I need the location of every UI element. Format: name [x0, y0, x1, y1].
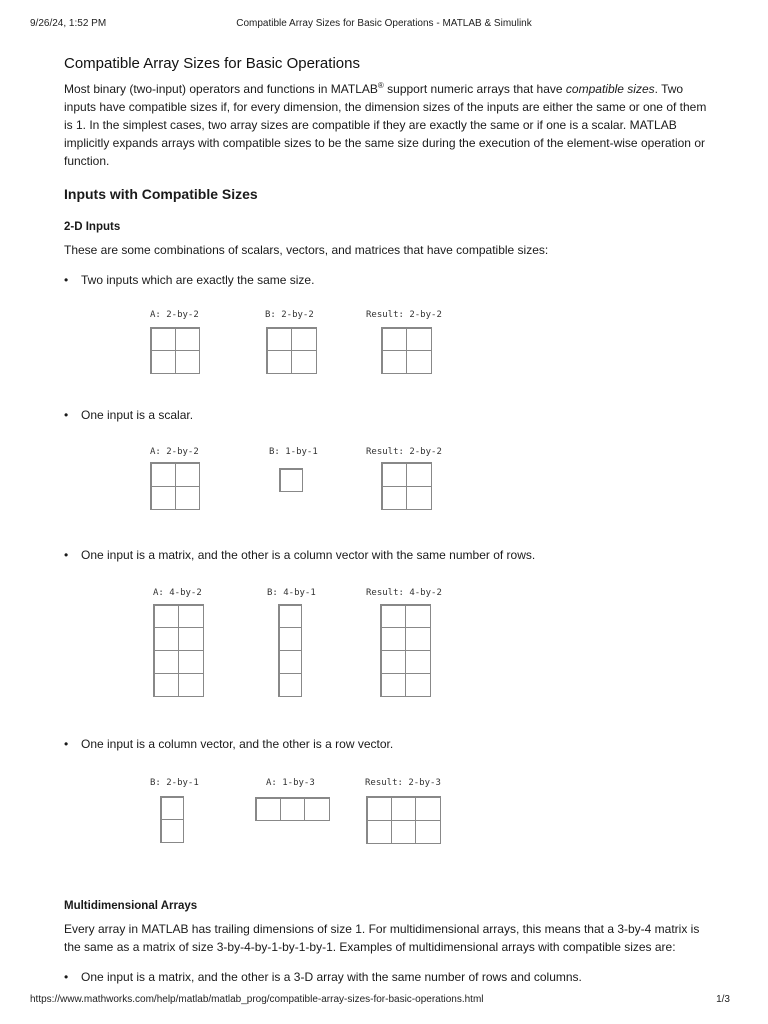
array-cell	[154, 650, 180, 674]
array-cell	[406, 350, 432, 374]
array-cell	[256, 798, 281, 821]
bullet-example-2	[64, 407, 193, 423]
array-cell	[178, 650, 204, 674]
bullet-dot: •	[64, 273, 69, 287]
array-cell	[161, 797, 184, 821]
subheading-multidimensional: Multidimensional Arrays	[64, 900, 198, 912]
array-grid	[150, 462, 200, 510]
array-cell	[391, 820, 416, 844]
print-date: 9/26/24, 1:52 PM	[30, 18, 107, 29]
array-cell	[267, 350, 293, 374]
print-footer	[30, 994, 738, 1008]
array-cell	[151, 463, 176, 487]
paragraph-multidimensional: Every array in MATLAB has trailing dimensions of size 1. For multidimensional arrays, this means that a 3-by-4 matrix is the same as a matrix of size 3-by-4-by-1-by-1-by-1. Examples of multidimensional arrays with compatible sizes are:	[64, 922, 700, 954]
array-label: Result: 2-by-2	[366, 310, 442, 320]
bullet-text: One input is a column vector, and the other is a row vector.	[81, 737, 394, 751]
print-title: Compatible Array Sizes for Basic Operations - MATLAB & Simulink	[236, 18, 532, 29]
array-cell	[279, 673, 302, 697]
bullet-dot: •	[64, 548, 69, 562]
section-heading: Inputs with Compatible Sizes	[64, 186, 258, 202]
array-grid	[160, 796, 184, 843]
array-label: Result: 4-by-2	[366, 588, 442, 598]
array-cell	[154, 673, 180, 697]
array-cell	[280, 798, 305, 821]
array-cell	[406, 328, 432, 352]
page-number: 1/3	[716, 994, 730, 1005]
bullet-text: One input is a matrix, and the other is a 3-D array with the same number of rows and columns.	[81, 970, 582, 984]
array-cell	[291, 328, 317, 352]
intro-text-start: Most binary (two-input) operators and functions in MATLAB	[64, 82, 378, 96]
array-grid	[366, 796, 441, 844]
array-cell	[279, 627, 302, 651]
array-label: Result: 2-by-3	[365, 778, 441, 788]
print-url: https://www.mathworks.com/help/matlab/matlab_prog/compatible-array-sizes-for-basic-operations.html	[30, 994, 484, 1005]
array-cell	[381, 627, 407, 651]
array-cell	[175, 486, 200, 510]
array-cell	[154, 605, 180, 629]
bullet-example-3	[64, 547, 535, 563]
array-cell	[391, 797, 416, 821]
array-label: B: 1-by-1	[269, 447, 318, 457]
array-grid	[255, 797, 330, 821]
array-grid	[381, 462, 432, 510]
bullet-multidimensional	[64, 969, 582, 985]
array-grid	[279, 468, 303, 492]
array-cell	[175, 328, 200, 352]
bullet-example-1	[64, 272, 314, 288]
array-cell	[382, 328, 408, 352]
array-cell	[405, 673, 431, 697]
array-grid	[150, 327, 200, 374]
bullet-text: One input is a scalar.	[81, 408, 194, 422]
array-cell	[405, 605, 431, 629]
array-grid	[380, 604, 431, 697]
array-grid	[153, 604, 204, 697]
print-header	[30, 18, 738, 32]
bullet-example-4	[64, 736, 393, 752]
array-cell	[304, 798, 329, 821]
array-label: A: 1-by-3	[266, 778, 315, 788]
bullet-text: One input is a matrix, and the other is a column vector with the same number of rows.	[81, 548, 536, 562]
page-title: Compatible Array Sizes for Basic Operations	[64, 55, 360, 72]
array-cell	[405, 627, 431, 651]
array-cell	[367, 797, 392, 821]
array-label: B: 2-by-1	[150, 778, 199, 788]
registered-mark: ®	[377, 81, 384, 90]
array-cell	[151, 350, 176, 374]
array-cell	[406, 463, 432, 487]
array-cell	[154, 627, 180, 651]
array-cell	[382, 463, 408, 487]
array-cell	[267, 328, 293, 352]
array-cell	[367, 820, 392, 844]
array-cell	[381, 673, 407, 697]
array-cell	[151, 486, 176, 510]
array-cell	[178, 605, 204, 629]
array-label: A: 2-by-2	[150, 310, 199, 320]
intro-text-end: . Two inputs have compatible sizes if, for every dimension, the dimension sizes of the inputs are either the same or one of them is 1. In the simplest cases, two array sizes are compatible if they are exactly the same or if one is a scalar. MATLAB implicitly expands arrays with compatible sizes to be the same size during the execution of the element-wise operation or function.	[64, 82, 707, 168]
array-cell	[279, 650, 302, 674]
array-cell	[175, 350, 200, 374]
array-cell	[381, 650, 407, 674]
array-label: B: 2-by-2	[265, 310, 314, 320]
array-cell	[382, 486, 408, 510]
array-cell	[280, 469, 303, 492]
array-cell	[415, 820, 440, 844]
array-cell	[405, 650, 431, 674]
array-grid	[266, 327, 317, 374]
array-cell	[175, 463, 200, 487]
bullet-dot: •	[64, 408, 69, 422]
array-cell	[279, 605, 302, 629]
array-cell	[151, 328, 176, 352]
array-cell	[178, 627, 204, 651]
array-cell	[161, 819, 184, 843]
array-grid	[381, 327, 432, 374]
intro-paragraph	[64, 80, 714, 170]
array-grid	[278, 604, 302, 697]
bullet-text: Two inputs which are exactly the same size.	[81, 273, 315, 287]
array-cell	[382, 350, 408, 374]
bullet-dot: •	[64, 970, 69, 984]
array-cell	[415, 797, 440, 821]
array-label: A: 2-by-2	[150, 447, 199, 457]
intro-text-middle: support numeric arrays that have	[383, 82, 566, 96]
array-label: A: 4-by-2	[153, 588, 202, 598]
paragraph-2d: These are some combinations of scalars, vectors, and matrices that have compatible sizes:	[64, 243, 549, 257]
array-label: Result: 2-by-2	[366, 447, 442, 457]
array-cell	[178, 673, 204, 697]
bullet-dot: •	[64, 737, 69, 751]
array-cell	[406, 486, 432, 510]
array-cell	[291, 350, 317, 374]
subheading-2d: 2-D Inputs	[64, 221, 121, 233]
array-label: B: 4-by-1	[267, 588, 316, 598]
array-cell	[381, 605, 407, 629]
intro-emphasis: compatible sizes	[565, 82, 655, 96]
